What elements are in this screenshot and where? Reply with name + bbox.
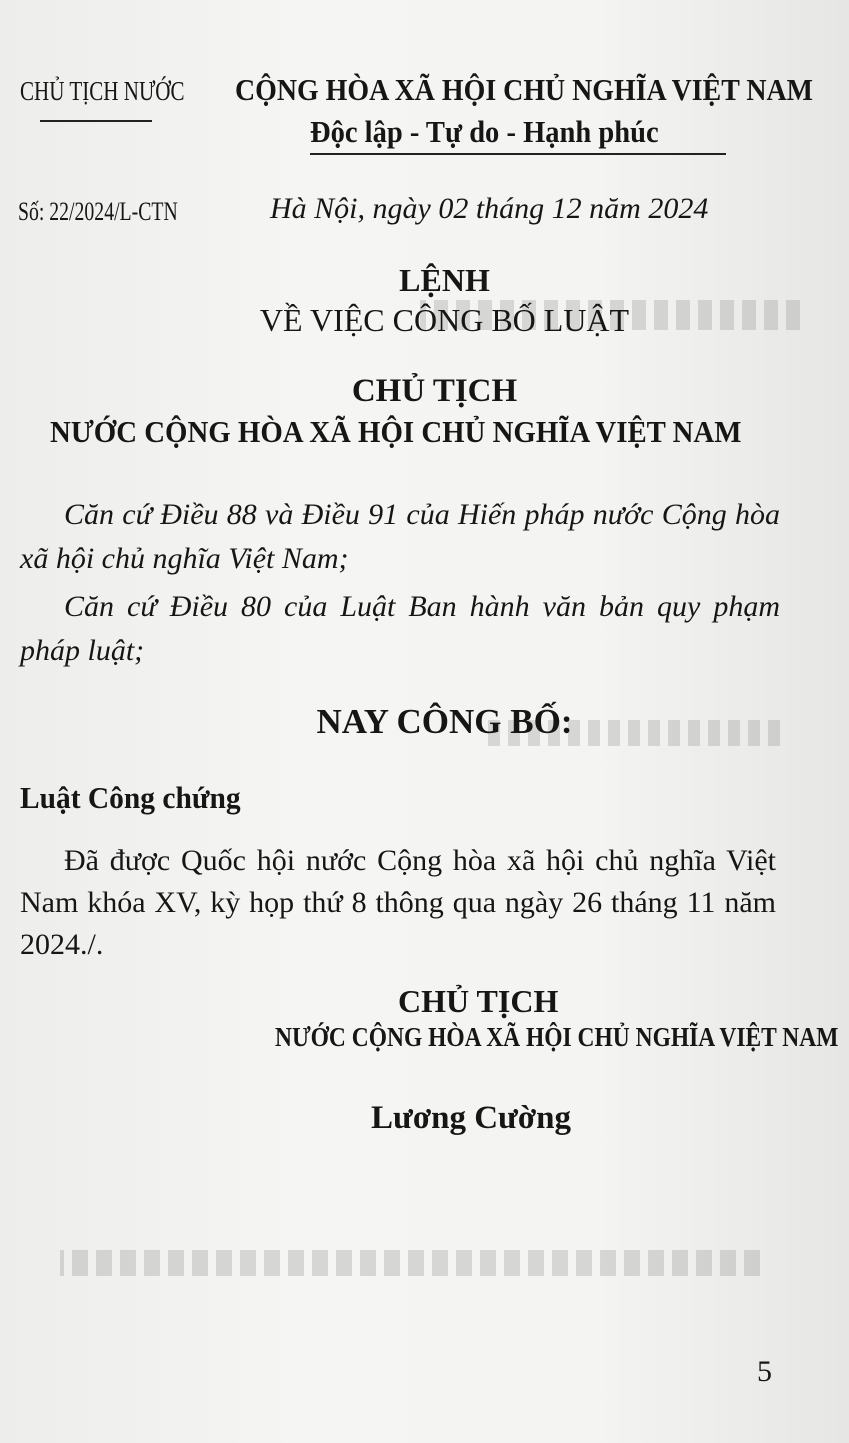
document-title: LỆNH	[399, 262, 490, 298]
signatory-name: Lương Cường	[371, 1100, 571, 1136]
motto-underline	[310, 153, 726, 155]
passed-paragraph: Đã được Quốc hội nước Cộng hòa xã hội chủ nghĩa Việt Nam khóa XV, kỳ họp thứ 8 thông qua ngày 26 tháng 11 năm 2024./.	[20, 844, 776, 961]
page-number: 5	[757, 1355, 772, 1388]
issuer-heading: CHỦ TỊCH NƯỚC	[20, 76, 185, 106]
law-name: Luật Công chứng	[20, 780, 241, 815]
basis-paragraph: Căn cứ Điều 80 của Luật Ban hành văn bản quy phạm pháp luật;	[20, 590, 780, 667]
document-number: Số: 22/2024/L-CTN	[18, 197, 178, 226]
document-subtitle: VỀ VIỆC CÔNG BỐ LUẬT	[259, 302, 630, 338]
signature-subtitle: NƯỚC CỘNG HÒA XÃ HỘI CHỦ NGHĨA VIỆT NAM	[275, 1022, 839, 1052]
motto: Độc lập - Tự do - Hạnh phúc	[310, 114, 659, 149]
authority-subtitle: NƯỚC CỘNG HÒA XÃ HỘI CHỦ NGHĨA VIỆT NAM	[50, 414, 742, 449]
issuer-underline	[40, 120, 152, 122]
country-heading: CỘNG HÒA XÃ HỘI CHỦ NGHĨA VIỆT NAM	[235, 72, 813, 107]
signature-title: CHỦ TỊCH	[398, 983, 559, 1019]
bleed-through-decoration	[60, 1250, 760, 1276]
announcement-heading: NAY CÔNG BỐ:	[316, 702, 573, 741]
basis-paragraph: Căn cứ Điều 88 và Điều 91 của Hiến pháp nước Cộng hòa xã hội chủ nghĩa Việt Nam;	[20, 498, 780, 575]
place-date: Hà Nội, ngày 02 tháng 12 năm 2024	[270, 192, 709, 225]
authority-title: CHỦ TỊCH	[351, 373, 518, 409]
